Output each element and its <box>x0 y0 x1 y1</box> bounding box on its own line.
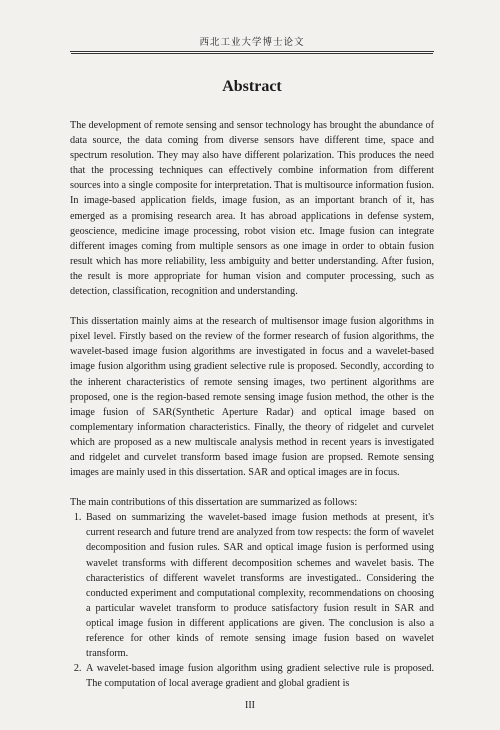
contribution-item-2: 2. A wavelet-based image fusion algorithm using gradient selective rule is proposed. The computation of local average gradient and global gradient is <box>84 661 434 691</box>
contributions-intro: The main contributions of this dissertation are summarized as follows: <box>70 497 358 509</box>
contribution-item-1: 1. Based on summarizing the wavelet-based image fusion methods at present, it's current research and future trend are analyzed from tow respects: the form of wavelet decomposition and fusion rules. SAR and optical image fusion is performed using wavelet transforms with different decomposition schemes and wavelet basis. The characteristics of different wavelet transforms are investigated.. Considering the conducted experiment and computational complexity, recommendations on choosing a particular wavelet transform to produce satisfactory fusion result in SAR and optical image fusion in different applications are given. The conclusion is also a reference for other kinds of remote sensing image fusion based on wavelet transform. <box>84 510 434 661</box>
abstract-paragraph-1: The development of remote sensing and sensor technology has brought the abundance of data source, the data coming from diverse sensors have different time, space and spectrum resolution. They may also have different polarization. This produces the need that the processing techniques can effectively combine information from different sources into a single composite for interpretation. That is multisource information fusion. In image-based application fields, image fusion, as an important branch of it, has emerged as a promising research area. It has abroad applications in defense system, geoscience, medicine image processing, robot vision etc. Image fusion can integrate different images coming from multiple sensors as one image in order to obtain fusion result which has more reliability, less ambiguity and better understanding. After fusion, the result is more appropriate for human vision and computer processing, such as detection, classification, recognition and understanding. <box>70 120 434 298</box>
abstract-paragraph-2: This dissertation mainly aims at the research of multisensor image fusion algorithms in pixel level. Firstly based on the review of the former research of fusion algorithms, the wavelet-based image fusion algorithms are investigated in focus and a wavelet-based image fusion algorithm using gradient selective rule is proposed. Secondly, according to the inherent characteristics of remote sensing images, two pertinent algorithms are proposed, one is the region-based remote sensing image fusion method, the other is the image fusion of SAR(Synthetic Aperture Radar) and optical image based on complementary information characteristics. Finally, the theory of ridgelet and curvelet which are proposed as a new multiscale analysis method in recent years is investigated and ridgelet and curvelet transform based image fusion are propsed. Remote sensing images are mainly used in this dissertation. SAR and optical images are in focus. <box>70 316 434 479</box>
abstract-title: Abstract <box>222 78 282 95</box>
contributions-list <box>70 510 434 691</box>
page-number: III <box>245 700 255 711</box>
running-header: 西北工业大学博士论文 <box>70 34 434 52</box>
